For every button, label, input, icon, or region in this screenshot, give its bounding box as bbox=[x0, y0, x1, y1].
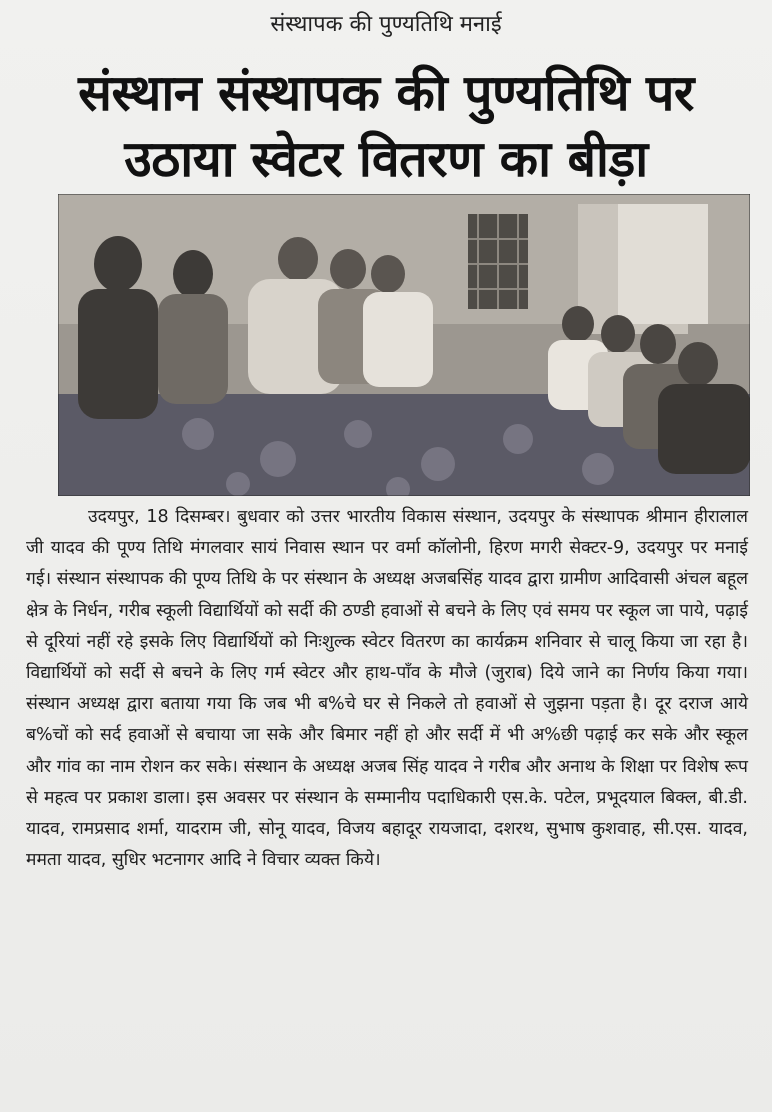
article-body bbox=[26, 502, 748, 876]
headline-line-2: उठाया स्वेटर वितरण का बीड़ा bbox=[124, 130, 648, 188]
article-paragraph: उदयपुर, 18 दिसम्बर। बुधवार को उत्तर भारतीय विकास संस्थान, उदयपुर के संस्थापक श्रीमान हीरालाल जी यादव की पूण्य तिथि मंगलवार सायं निवास स्थान पर वर्मा कॉलोनी, हिरण मगरी सेक्टर-9, उदयपुर पर मनाई गई। संस्थान संस्थापक की पूण्य तिथि के पर संस्थान के अध्यक्ष अजबसिंह यादव द्वारा ग्रामीण आदिवासी अंचल बहूल क्षेत्र के निर्धन, गरीब स्कूली विद्यार्थियों को सर्दी की ठण्डी हवाओं से बचने के लिए एवं समय पर स्कूल जा पाये, पढ़ाई से दूरियां नहीं रहे इसके लिए विद्यार्थियों को निःशुल्क स्वेटर वितरण का कार्यक्रम शनिवार से चालू किया जा रहा है। विद्यार्थियों को सर्दी से बचने के लिए गर्म स्वेटर और हाथ-पाँव के मौजे (जुराब) दिये जाने का निर्णय किया गया। संस्थान अध्यक्ष द्वारा बताया गया कि जब भी ब%चे घर से निकले तो हवाओं से जुझना पड़ता है। दूर दराज आये ब%चों को सर्द हवाओं से बचाया जा सके और बिमार नहीं हो और सर्दी में भी अ%छी पढ़ाई कर सके और स्कूल और गांव का नाम रोशन कर सके। संस्थान के अध्यक्ष अजब सिंह यादव ने गरीब और अनाथ के शिक्षा पर विशेष रूप से महत्व पर प्रकाश डाला। इस अवसर पर संस्थान के सम्मानीय पदाधिकारी एस.के. पटेल, प्रभूदयाल बिक्ल, बी.डी. यादव, रामप्रसाद शर्मा, यादराम जी, सोनू यादव, विजय बहादूर रायजादा, दशरथ, सुभाष कुशवाह, सी.एस. यादव, ममता यादव, सुधिर भटनागर आदि ने विचार व्यक्त किये। bbox=[26, 507, 748, 871]
article-kicker: संस्थापक की पुण्यतिथि मनाई bbox=[270, 12, 502, 37]
group-photo-icon bbox=[58, 194, 750, 496]
article-photo bbox=[58, 194, 750, 496]
headline-line-1: संस्थान संस्थापक की पुण्यतिथि पर bbox=[78, 64, 694, 122]
article-headline bbox=[20, 60, 752, 192]
